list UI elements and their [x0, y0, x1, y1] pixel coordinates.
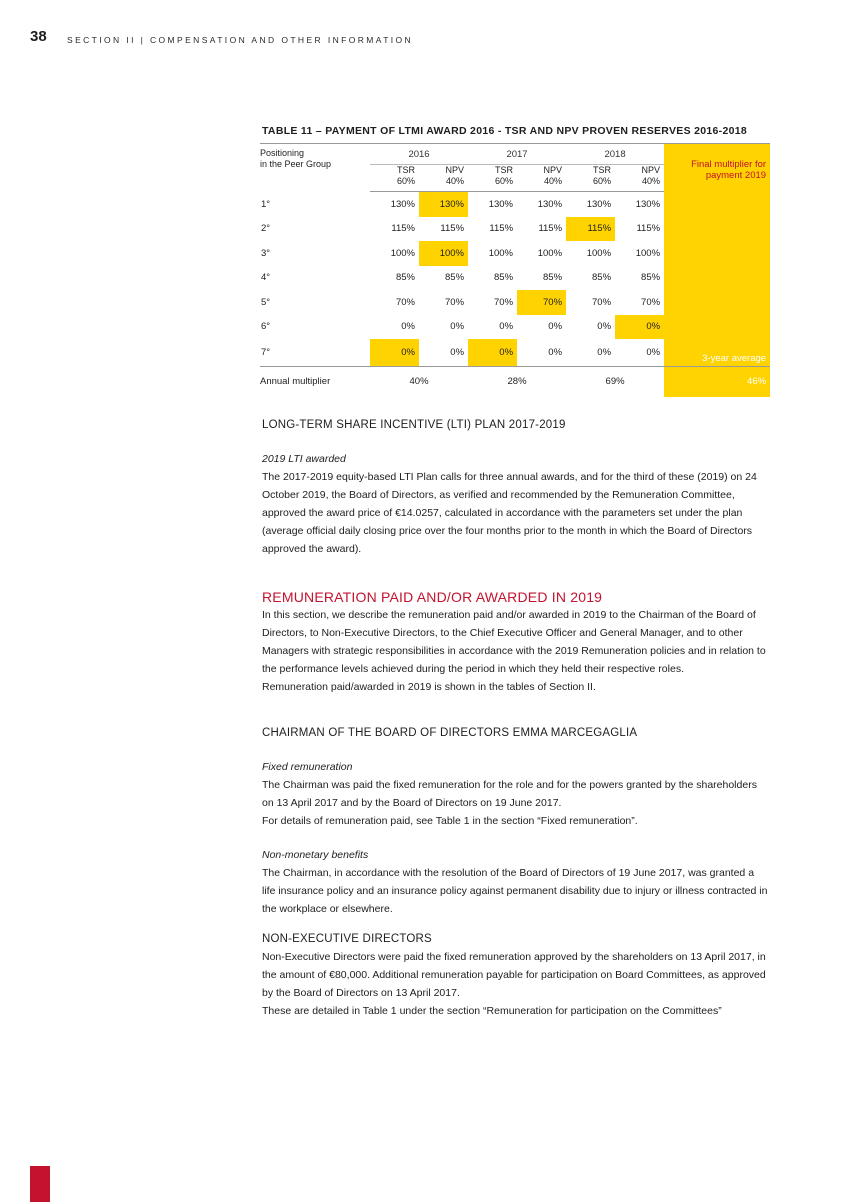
non-executive-heading: NON-EXECUTIVE DIRECTORS — [262, 933, 432, 945]
non-executive-section — [262, 930, 770, 1020]
table-cell: 85% — [592, 272, 612, 284]
nonmonetary-text: The Chairman, in accordance with the resolution of the Board of Directors of 19 June 2017, was granted a life insurance policy and an insurance policy against permanent disability due to injury or illness contracted in the workplace or elsewhere. — [262, 867, 768, 915]
row-position: 5° — [261, 296, 271, 308]
table-cell: 85% — [445, 272, 465, 284]
subheader-name: NPV — [543, 165, 563, 175]
table-cell: 0% — [370, 339, 419, 366]
subheader-weight: 60% — [593, 176, 612, 186]
table-row — [260, 192, 770, 217]
row-position: 3° — [261, 247, 271, 259]
non-executive-text-2: These are detailed in Table 1 under the section “Remuneration for participation on the Committees” — [262, 1005, 722, 1017]
table-cell: 100% — [586, 247, 612, 259]
subheader-weight: 40% — [446, 176, 465, 186]
table-row — [260, 241, 770, 266]
table-cell: 70% — [395, 296, 415, 308]
table-cell: 85% — [494, 272, 514, 284]
table-cell: 0% — [597, 321, 612, 333]
table-cell: 100% — [488, 247, 514, 259]
annual-value-2016: 40% — [370, 366, 468, 397]
table-cell: 0% — [548, 346, 563, 358]
lti-section — [262, 416, 770, 558]
section-header: SECTION II | COMPENSATION AND OTHER INFORMATION — [67, 35, 414, 45]
final-multiplier-cell — [664, 241, 770, 266]
positioning-label-2: in the Peer Group — [260, 159, 332, 169]
subheader-name: NPV — [445, 165, 465, 175]
table-cell: 0% — [615, 315, 664, 340]
remuneration-paragraph-1: In this section, we describe the remuneration paid and/or awarded in 2019 to the Chairman of the Board of Directors, to Non-Executive Directors, to the Chief Executive Officer and General Manager, and to other Managers with strategic responsibilities in accordance with the 2019 Remuneration policies and in relation to the performance levels achieved during the period in which they held their respective roles. — [262, 609, 766, 675]
table-cell: 70% — [445, 296, 465, 308]
subheader-name: TSR — [495, 165, 514, 175]
annual-label: Annual multiplier — [260, 366, 370, 397]
table-cell: 0% — [597, 346, 612, 358]
table-cell: 85% — [543, 272, 563, 284]
positioning-label-1: Positioning — [260, 148, 305, 158]
chairman-section — [262, 724, 770, 918]
subheader-5 — [615, 165, 664, 192]
row-position: 1° — [261, 198, 271, 210]
final-label-1: Final multiplier for — [691, 158, 767, 170]
subheader-name: TSR — [397, 165, 415, 175]
fixed-remuneration-title: Fixed remuneration — [262, 761, 353, 773]
page-number: 38 — [30, 28, 47, 45]
table-cell: 130% — [390, 198, 415, 210]
table-cell: 100% — [537, 247, 563, 259]
subheader-weight: 40% — [544, 176, 563, 186]
remuneration-heading: REMUNERATION PAID AND/OR AWARDED IN 2019 — [262, 589, 603, 605]
subheader-4 — [566, 165, 615, 192]
subheader-weight: 60% — [396, 176, 415, 186]
row-position: 6° — [261, 321, 271, 333]
table-cell: 100% — [390, 247, 415, 259]
positioning-header — [260, 144, 370, 192]
row-position: 2° — [261, 223, 271, 235]
fixed-remuneration-text-1: The Chairman was paid the fixed remuneration for the role and for the powers granted by the shareholders on 13 April 2017 and by the Board of Directors on 19 June 2017. — [262, 779, 757, 809]
subheader-2 — [468, 165, 517, 192]
table-cell: 0% — [450, 321, 465, 333]
table-cell: 130% — [635, 198, 661, 210]
table-cell: 0% — [468, 339, 517, 366]
year-header-2016: 2016 — [370, 144, 468, 165]
table-cell: 130% — [419, 192, 468, 217]
subheader-0 — [370, 165, 419, 192]
year-header-2017: 2017 — [468, 144, 566, 165]
table-cell: 0% — [548, 321, 563, 333]
ltmi-table — [260, 143, 770, 397]
table-cell: 70% — [592, 296, 612, 308]
final-multiplier-cell — [664, 290, 770, 315]
table-cell: 85% — [641, 272, 661, 284]
table-cell: 85% — [395, 272, 415, 284]
year-header-2018: 2018 — [566, 144, 664, 165]
table-cell: 70% — [517, 290, 566, 315]
lti-heading: LONG-TERM SHARE INCENTIVE (LTI) PLAN 2017-2019 — [262, 419, 566, 431]
lti-paragraph: The 2017-2019 equity-based LTI Plan calls for three annual awards, and for the third of these (2019) on 24 October 2019, the Board of Directors, as verified and recommended by the Remuneration Committee, approved the award price of €14.0257, calculated in accordance with the parameters set under the plan (average official daily closing price over the four months prior to the month in which the Board of Directors approved the award). — [262, 471, 757, 555]
fixed-remuneration-text-2: For details of remuneration paid, see Table 1 in the section “Fixed remuneration”. — [262, 815, 638, 827]
row-position: 7° — [261, 346, 271, 358]
average-value: 46% — [664, 366, 770, 397]
table-cell: 115% — [538, 223, 563, 235]
remuneration-section — [262, 588, 770, 696]
table-cell: 130% — [586, 198, 612, 210]
final-multiplier-cell — [664, 266, 770, 291]
page-tab-marker — [30, 1166, 50, 1202]
annual-value-2018: 69% — [566, 366, 664, 397]
table-header-years — [260, 144, 770, 165]
table-cell: 115% — [440, 223, 465, 235]
subheader-weight: 60% — [495, 176, 514, 186]
nonmonetary-title: Non-monetary benefits — [262, 849, 369, 861]
table-cell: 0% — [646, 346, 661, 358]
remuneration-paragraph-2: Remuneration paid/awarded in 2019 is shown in the tables of Section II. — [262, 681, 596, 693]
final-multiplier-header — [664, 144, 770, 192]
table-cell: 130% — [537, 198, 563, 210]
subheader-3 — [517, 165, 566, 192]
annual-multiplier-row — [260, 366, 770, 397]
table-row — [260, 315, 770, 340]
annual-value-2017: 28% — [468, 366, 566, 397]
table-cell: 115% — [566, 217, 615, 242]
subheader-1 — [419, 165, 468, 192]
subheader-name: NPV — [641, 165, 661, 175]
table-cell: 115% — [489, 223, 514, 235]
subheader-weight: 40% — [642, 176, 661, 186]
table-row — [260, 217, 770, 242]
table-title: TABLE 11 – PAYMENT OF LTMI AWARD 2016 - TSR AND NPV PROVEN RESERVES 2016-2018 — [262, 125, 748, 137]
table-cell: 130% — [488, 198, 514, 210]
table-cell: 70% — [494, 296, 514, 308]
average-label: 3-year average — [664, 339, 770, 366]
final-label-2: payment 2019 — [705, 169, 767, 181]
table-row — [260, 339, 770, 366]
final-multiplier-cell — [664, 315, 770, 340]
final-multiplier-cell — [664, 192, 770, 217]
table-cell: 115% — [636, 223, 661, 235]
table-cell: 70% — [641, 296, 661, 308]
table-row — [260, 266, 770, 291]
table-cell: 115% — [391, 223, 415, 235]
table-cell: 0% — [450, 346, 465, 358]
table-row — [260, 290, 770, 315]
subheader-name: TSR — [593, 165, 612, 175]
non-executive-text-1: Non-Executive Directors were paid the fixed remuneration approved by the shareholders on 13 April 2017, in the amount of €80,000. Additional remuneration payable for participation on Board Committees, as approved by the Board of Directors on 13 April 2017. — [262, 951, 766, 999]
table-cell: 0% — [401, 321, 415, 333]
table-cell: 100% — [635, 247, 661, 259]
chairman-heading: CHAIRMAN OF THE BOARD OF DIRECTORS EMMA MARCEGAGLIA — [262, 727, 638, 739]
lti-subheading: 2019 LTI awarded — [262, 453, 346, 465]
table-cell: 100% — [419, 241, 468, 266]
row-position: 4° — [261, 272, 271, 284]
final-multiplier-cell — [664, 217, 770, 242]
table-cell: 0% — [499, 321, 514, 333]
